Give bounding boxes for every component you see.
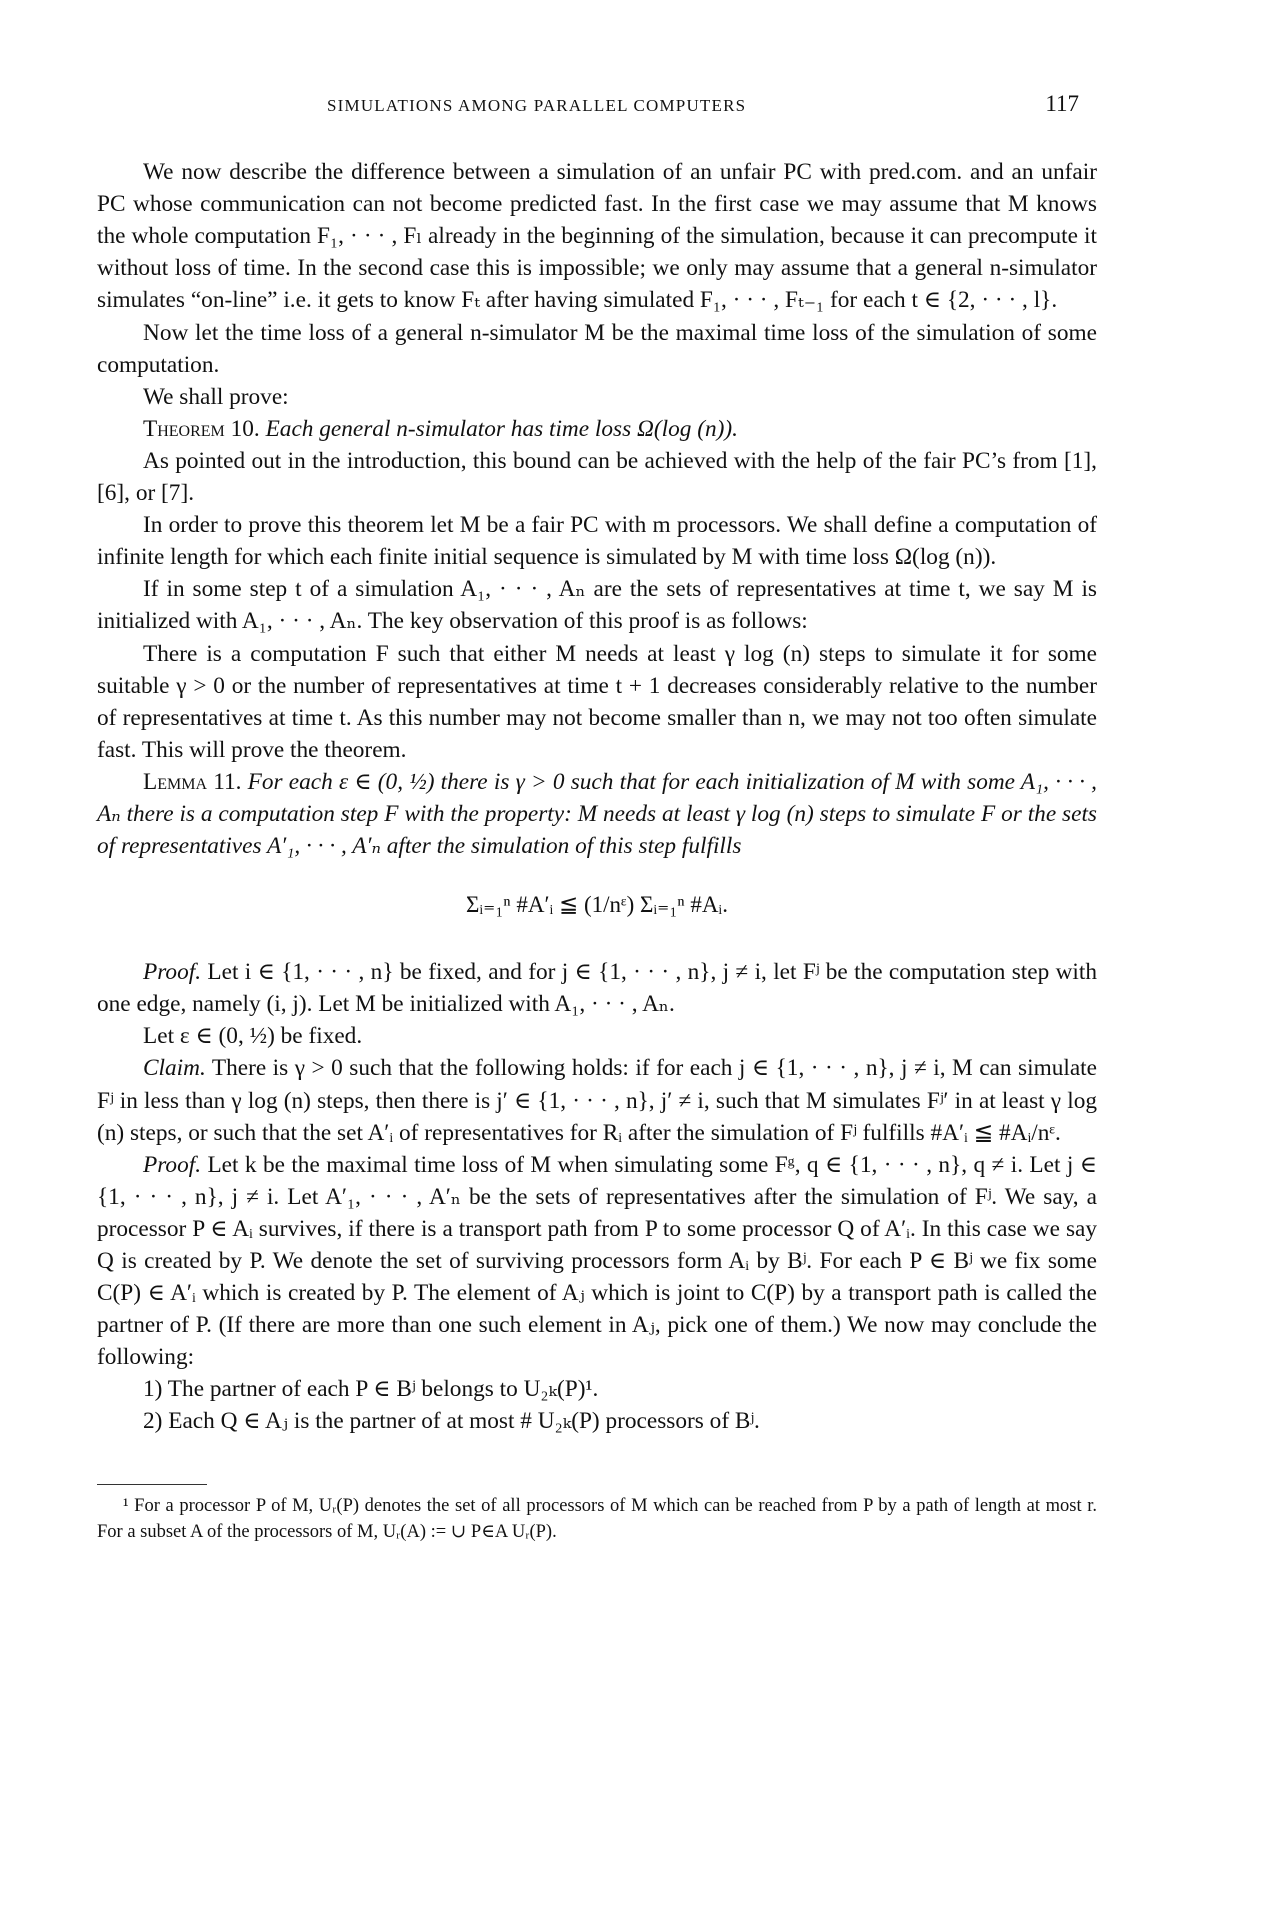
paragraph-time-loss: Now let the time loss of a general n-simulator M be the maximal time loss of the simulation of some computation. xyxy=(97,319,1097,378)
display-equation: Σᵢ₌₁ⁿ #A′ᵢ ≦ (1/nᵋ) Σᵢ₌₁ⁿ #Aᵢ. xyxy=(466,892,728,918)
lemma-11 xyxy=(97,766,1097,862)
proof-text: Let i ∈ {1, · · · , n} be fixed, and for j ∈ {1, · · · , n}, j ≠ i, let Fʲ be the computation step with one edge, namely (i, j). Let M be initialized with A₁, · · · , Aₙ. xyxy=(97,959,1098,1018)
lemma-label: Lemma 11. xyxy=(143,768,242,795)
footnote-rule xyxy=(97,1484,207,1485)
page xyxy=(97,88,1097,1545)
proof-claim xyxy=(97,1149,1097,1374)
running-head xyxy=(97,88,1097,122)
list-item-1: 1) The partner of each P ∈ Bʲ belongs to U₂ₖ(P)¹. xyxy=(143,1376,599,1403)
proof-lemma xyxy=(97,956,1097,1020)
claim-text: There is γ > 0 such that the following holds: if for each j ∈ {1, · · · , n}, j ≠ i, M can simulate Fʲ in less than γ log (n) steps, then there is j′ ∈ {1, · · · , n}, j′ ≠ i, such that M simulates Fʲ′ in at least γ log (n) steps, or such that the set A′ᵢ of representatives for Rᵢ after the simulation of Fʲ fulfills #A′ᵢ ≦ #Aᵢ/nᵋ. xyxy=(97,1055,1097,1146)
running-title: SIMULATIONS AMONG PARALLEL COMPUTERS xyxy=(327,96,747,115)
lemma-text: For each ε ∈ (0, ½) there is γ > 0 such that for each initialization of M with some A₁, · · · , Aₙ there is a computation step F with the property: M needs at least γ log (n) steps to simulate F or the sets of representatives A′₁, · · · , A′ₙ after the simulation of this step fulfills xyxy=(97,768,1098,860)
footnote: ¹ For a processor P of M, Uᵣ(P) denotes the set of all processors of M which can be reached from P by a path of length at most r. For a subset A of the processors of M, Uᵣ(A) := ∪ P∈A Uᵣ(P). xyxy=(97,1495,1097,1542)
paragraph-initialized: If in some step t of a simulation A₁, · · · , Aₙ are the sets of representatives at time t, we say M is initialized with A₁, · · · , Aₙ. The key observation of this proof is as follows: xyxy=(97,576,1097,635)
paragraph-we-shall-prove: We shall prove: xyxy=(143,383,289,410)
paragraph-key-observation: There is a computation F such that either M needs at least γ log (n) steps to simulate it for some suitable γ > 0 or the number of representatives at time t + 1 decreases considerably relative to the number of representatives at time t. As this number may not become smaller than n, we may not too often simulate fast. This will prove the theorem. xyxy=(97,640,1097,763)
paragraph-proof-setup: In order to prove this theorem let M be a fair PC with m processors. We shall define a computation of infinite length for which each finite initial sequence is simulated by M with time loss Ω(log (n)). xyxy=(97,512,1097,571)
claim-label: Claim. xyxy=(143,1055,206,1082)
theorem-10 xyxy=(97,413,1097,445)
page-number: 117 xyxy=(1045,91,1079,116)
proof-claim-label: Proof. xyxy=(143,1151,202,1178)
claim xyxy=(97,1052,1097,1148)
theorem-label: Theorem 10. xyxy=(143,415,260,442)
theorem-text: Each general n-simulator has time loss Ω(log (n)). xyxy=(265,415,738,442)
paragraph-epsilon-fixed: Let ε ∈ (0, ½) be fixed. xyxy=(143,1023,363,1050)
list-item-2: 2) Each Q ∈ Aⱼ is the partner of at most # U₂ₖ(P) processors of Bʲ. xyxy=(143,1408,760,1435)
paragraph-unfair-pc: We now describe the difference between a simulation of an unfair PC with pred.com. and an unfair PC whose communication can not become predicted fast. In the first case we may assume that M knows the whole computation F₁, · · · , Fₗ already in the beginning of the simulation, because it can precompute it without loss of time. In the second case this is impossible; we only may assume that a general n-simulator simulates “on-line” i.e. it gets to know Fₜ after having simulated F₁, · · · , Fₜ₋₁ for each t ∈ {2, · · · , l}. xyxy=(97,159,1097,314)
proof-label: Proof. xyxy=(143,959,202,986)
paragraph-introduction: As pointed out in the introduction, this bound can be achieved with the help of the fair PC’s from [1], [6], or [7]. xyxy=(97,447,1097,507)
proof-claim-text: Let k be the maximal time loss of M when simulating some Fᵍ, q ∈ {1, · · · , n}, q ≠ i. Let j ∈ {1, · · · , n}, j ≠ i. Let A′₁, · · · , A′ₙ be the sets of representatives after the simulation of Fʲ. We say, a processor P ∈ Aᵢ survives, if there is a transport path from P to some processor Q of A′ᵢ. In this case we say Q is created by P. We denote the set of surviving processors form Aᵢ by Bʲ. For each P ∈ Bʲ we fix some C(P) ∈ A′ᵢ which is created by P. The element of Aⱼ which is joint to C(P) by a transport path is called the partner of P. (If there are more than one such element in Aⱼ, pick one of them.) We now may conclude the following: xyxy=(97,1151,1097,1371)
